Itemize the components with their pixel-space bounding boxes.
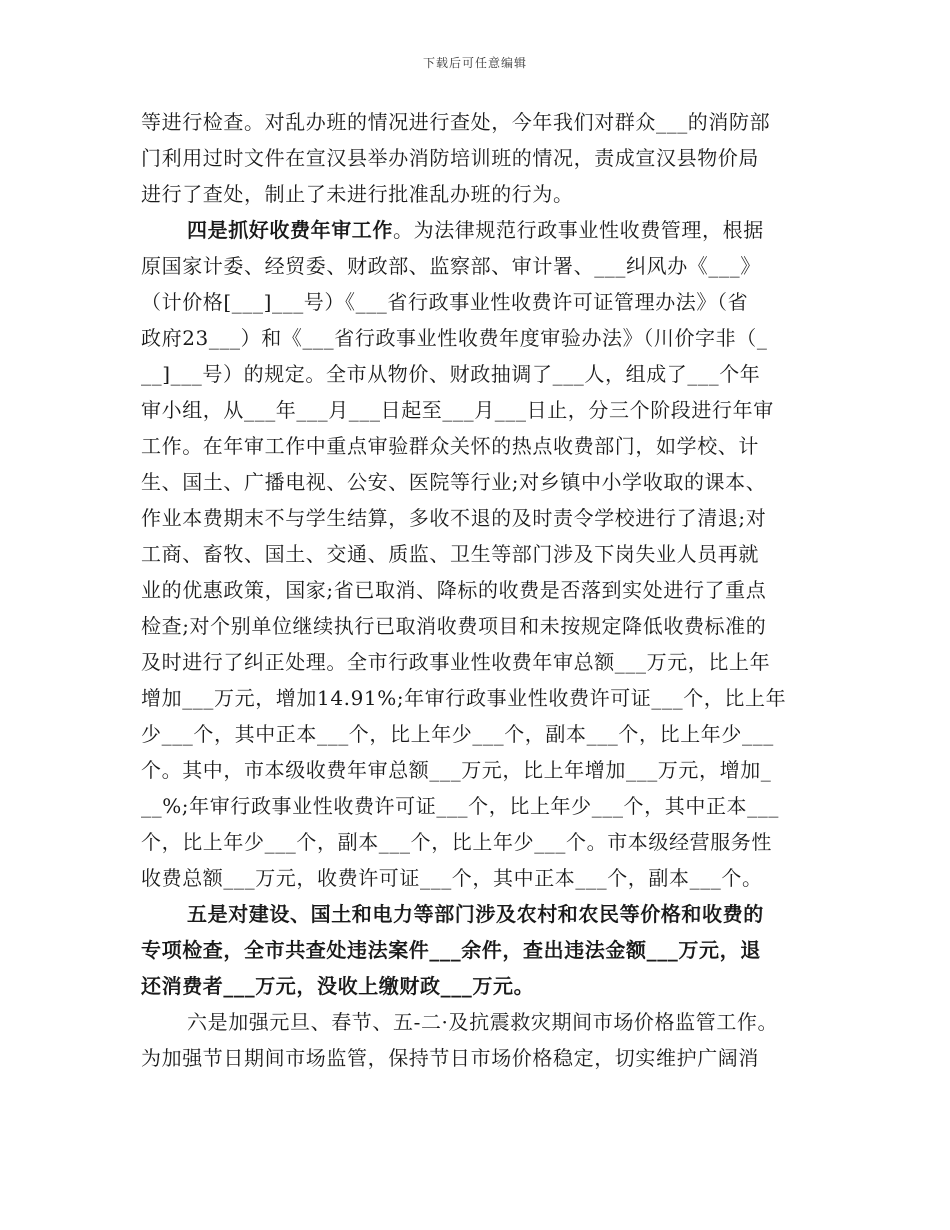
text-line: 为加强节日期间市场监管，保持节日市场价格稳定，切实维护广阔消 (141, 1046, 759, 1070)
text-line: 六是加强元旦、春节、五-二·及抗震救灾期间市场价格监管工作。 (187, 1010, 779, 1034)
text-line: 检查;对个别单位继续执行已取消收费项目和未按规定降低收费标准的 (141, 614, 767, 638)
text-line: 审小组，从___年___月___日起至___月___日止，分三个阶段进行年审 (141, 398, 774, 422)
text-line: 作业本费期末不与学生结算，多收不退的及时责令学校进行了清退;对 (141, 506, 767, 530)
text-line: __%;年审行政事业性收费许可证___个，比上年少___个，其中正本___ (141, 794, 779, 818)
text-line: 业的优惠政策，国家;省已取消、降标的收费是否落到实处进行了重点 (141, 578, 767, 602)
text-line: 工商、畜牧、国土、交通、质监、卫生等部门涉及下岗失业人员再就 (141, 542, 759, 566)
text-span: 。为法律规范行政事业性收费管理，根据 (393, 218, 764, 242)
text-line-bold: 专项检查，全市共查处违法案件___余件，查出违法金额___万元，退 (141, 938, 761, 962)
text-line: 门利用过时文件在宣汉县举办消防培训班的情况，责成宣汉县物价局 (141, 146, 759, 170)
text-line-bold: 还消费者___万元，没收上缴财政___万元。 (141, 974, 535, 998)
paragraph-lead: 四是抓好收费年审工作 (187, 218, 393, 242)
page-header: 下载后可任意编辑 (422, 56, 527, 70)
document-body (141, 104, 813, 1076)
text-line: 增加___万元，增加14.91%;年审行政事业性收费许可证___个，比上年 (141, 686, 787, 710)
text-line: 及时进行了纠正处理。全市行政事业性收费年审总额___万元，比上年 (141, 650, 771, 674)
text-line: 等进行检查。对乱办班的情况进行查处，今年我们对群众___的消防部 (141, 110, 771, 134)
text-line: 政府23___）和《___省行政事业性收费年度审验办法》（川价字非（_ (141, 326, 768, 350)
text-line: 生、国土、广播电视、公安、医院等行业;对乡镇中小学收取的课本、 (141, 470, 767, 494)
text-line: 个。其中，市本级收费年审总额___万元，比上年增加___万元，增加_ (141, 758, 772, 782)
text-line: 原国家计委、经贸委、财政部、监察部、审计署、___纠风办《___》 (141, 254, 761, 278)
text-line: __]___号）的规定。全市从物价、财政抽调了___人，组成了___个年 (141, 362, 761, 386)
text-line: 个，比上年少___个，副本___个，比上年少___个。市本级经营服务性 (141, 830, 772, 854)
text-line: 少___个，其中正本___个，比上年少___个，副本___个，比上年少___ (141, 722, 774, 746)
text-line: （计价格[___]___号）《___省行政事业性收费许可证管理办法》（省 (141, 290, 749, 314)
text-line: 进行了查处，制止了未进行批准乱办班的行为。 (141, 182, 574, 206)
paragraph-start-line (141, 212, 813, 248)
text-line: 收费总额___万元，收费许可证___个，其中正本___个，副本___个。 (141, 866, 763, 890)
text-line: 工作。在年审工作中重点审验群众关怀的热点收费部门，如学校、计 (141, 434, 759, 458)
text-line-bold: 五是对建设、国土和电力等部门涉及农村和农民等价格和收费的 (187, 902, 764, 926)
